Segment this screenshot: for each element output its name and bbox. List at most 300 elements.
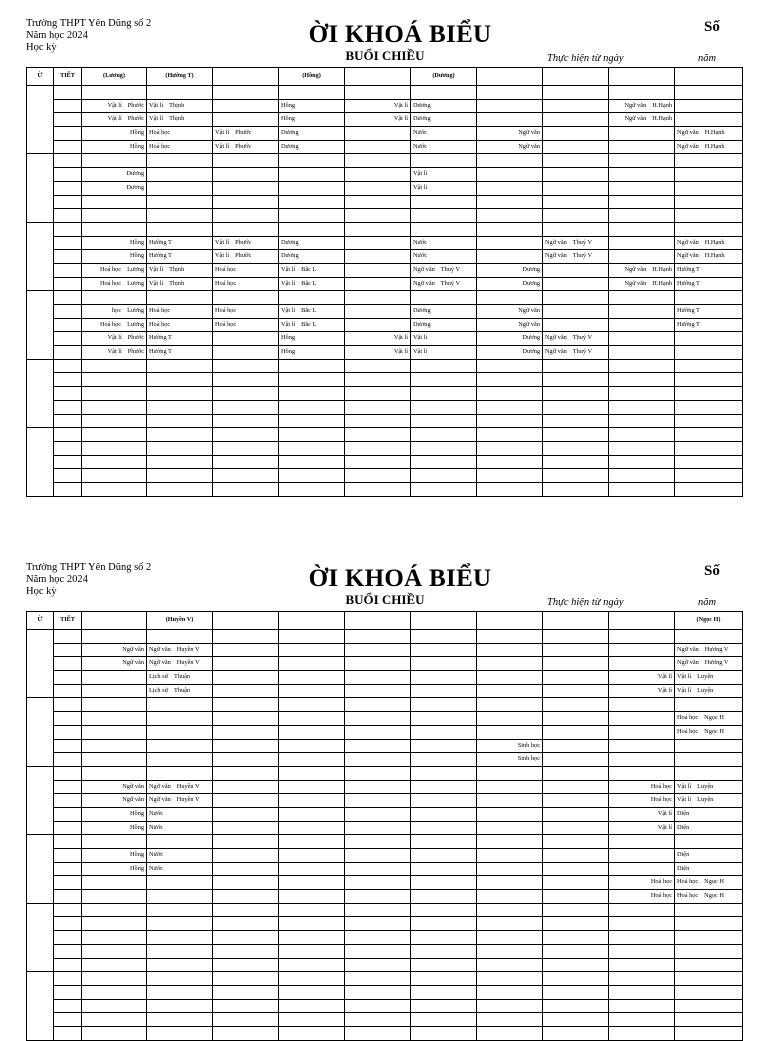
period-cell <box>54 890 82 904</box>
schedule-cell <box>345 821 411 835</box>
schedule-cell <box>147 725 213 739</box>
period-cell <box>54 305 82 319</box>
schedule-cell <box>609 643 675 657</box>
schedule-cell <box>345 209 411 223</box>
schedule-cell <box>213 127 279 141</box>
schedule-cell: Hồng <box>279 99 345 113</box>
schedule-cell <box>82 305 147 319</box>
schedule-cell <box>609 753 675 767</box>
schedule-cell <box>543 99 609 113</box>
schedule-cell <box>543 305 609 319</box>
schedule-cell <box>82 1026 147 1040</box>
table-row <box>27 236 743 250</box>
teacher-text: Thuý V <box>440 279 461 287</box>
schedule-cell <box>411 1013 477 1027</box>
schedule-cell <box>279 455 345 469</box>
period-cell <box>54 441 82 455</box>
table-row <box>27 414 743 428</box>
teacher-text: H.Hạnh <box>652 266 672 274</box>
schedule-cell <box>675 712 743 726</box>
header-row <box>27 612 743 630</box>
schedule-cell <box>609 972 675 986</box>
subject-text: Vật lí <box>677 673 692 681</box>
schedule-cell <box>411 753 477 767</box>
teacher-text: Luyện <box>697 796 714 804</box>
teacher-text: Huyền V <box>176 659 200 667</box>
schedule-cell <box>675 359 743 373</box>
schedule-cell: Ngữ văn <box>477 318 543 332</box>
schedule-cell <box>543 849 609 863</box>
day-cell <box>27 835 54 903</box>
schedule-cell: Nước <box>411 236 477 250</box>
schedule-cell <box>609 346 675 360</box>
schedule-cell <box>213 684 279 698</box>
table-row <box>27 958 743 972</box>
table-row <box>27 999 743 1013</box>
schedule-cell <box>609 236 675 250</box>
number-label: Số <box>704 19 720 35</box>
schedule-cell <box>147 99 213 113</box>
schedule-cell <box>477 684 543 698</box>
schedule-cell <box>147 890 213 904</box>
schedule-cell <box>147 181 213 195</box>
schedule-cell <box>411 903 477 917</box>
schedule-cell <box>279 154 345 168</box>
schedule-cell <box>675 753 743 767</box>
period-cell <box>54 876 82 890</box>
teacher-text: Luyện <box>697 782 714 790</box>
table-row <box>27 373 743 387</box>
teacher-text: Ngọc H <box>704 714 724 722</box>
table-row <box>27 739 743 753</box>
schedule-cell <box>345 400 411 414</box>
schedule-cell <box>279 387 345 401</box>
period-cell <box>54 821 82 835</box>
schedule-cell <box>609 903 675 917</box>
schedule-cell: Sinh học <box>477 753 543 767</box>
schedule-cell <box>411 972 477 986</box>
schedule-cell <box>82 698 147 712</box>
schedule-cell <box>345 387 411 401</box>
day-cell <box>27 428 54 496</box>
schedule-cell <box>411 373 477 387</box>
schedule-cell <box>345 671 411 685</box>
schedule-cell <box>147 154 213 168</box>
schedule-cell: Hường T <box>675 263 743 277</box>
teacher-text: Ngọc H <box>704 892 724 900</box>
schedule-cell <box>675 985 743 999</box>
teacher-text: Phước <box>235 129 252 137</box>
schedule-cell <box>213 181 279 195</box>
schedule-cell <box>82 931 147 945</box>
schedule-cell <box>147 1013 213 1027</box>
schedule-cell: Nước <box>411 250 477 264</box>
period-header: TIẾT <box>54 68 82 86</box>
schedule-cell <box>609 99 675 113</box>
schedule-cell <box>279 359 345 373</box>
schedule-cell <box>609 154 675 168</box>
schedule-cell: Dương <box>477 277 543 291</box>
subject-text: Ngữ văn <box>677 659 699 667</box>
school-name: Trường THPT Yên Dũng số 2 <box>26 18 152 29</box>
school-year: Năm học 2024 <box>26 574 88 585</box>
subject-text: Vật lí <box>149 279 164 287</box>
teacher-text: Bắc L <box>301 266 317 274</box>
table-row <box>27 684 743 698</box>
schedule-cell <box>411 86 477 100</box>
schedule-cell: Dương <box>411 113 477 127</box>
teacher-text: Thuận <box>173 686 191 694</box>
schedule-cell <box>345 359 411 373</box>
schedule-cell <box>345 318 411 332</box>
schedule-cell <box>345 766 411 780</box>
schedule-cell <box>279 222 345 236</box>
period-cell <box>54 113 82 127</box>
schedule-cell <box>82 414 147 428</box>
schedule-cell: Dương <box>279 236 345 250</box>
schedule-cell <box>477 999 543 1013</box>
schedule-cell <box>147 400 213 414</box>
schedule-cell <box>279 263 345 277</box>
table-row <box>27 168 743 182</box>
schedule-cell <box>477 862 543 876</box>
schedule-cell <box>411 985 477 999</box>
schedule-cell <box>675 931 743 945</box>
table-row <box>27 657 743 671</box>
schedule-cell <box>82 999 147 1013</box>
schedule-cell <box>609 127 675 141</box>
schedule-cell <box>213 972 279 986</box>
schedule-cell <box>543 766 609 780</box>
teacher-text: H.Hạnh <box>704 129 725 137</box>
schedule-cell <box>543 387 609 401</box>
schedule-cell <box>477 657 543 671</box>
schedule-cell: Dương <box>477 263 543 277</box>
schedule-cell <box>675 222 743 236</box>
schedule-cell <box>609 209 675 223</box>
period-cell <box>54 630 82 644</box>
page-subtitle: BUỔI CHIỀU <box>345 592 425 607</box>
schedule-cell: Dương <box>477 346 543 360</box>
period-cell <box>54 753 82 767</box>
period-cell <box>54 944 82 958</box>
schedule-cell <box>82 725 147 739</box>
schedule-cell <box>411 657 477 671</box>
schedule-cell <box>675 291 743 305</box>
schedule-cell <box>279 862 345 876</box>
schedule-cell <box>411 698 477 712</box>
schedule-cell <box>345 469 411 483</box>
schedule-cell: Hồng <box>82 236 147 250</box>
schedule-cell <box>477 780 543 794</box>
schedule-cell <box>213 643 279 657</box>
schedule-cell <box>675 469 743 483</box>
schedule-cell <box>147 222 213 236</box>
schedule-cell <box>213 414 279 428</box>
schedule-cell <box>279 753 345 767</box>
table-row <box>27 698 743 712</box>
schedule-cell <box>279 671 345 685</box>
schedule-cell <box>213 86 279 100</box>
subject-text: Hoá học <box>99 266 122 274</box>
year-label: năm <box>698 597 717 608</box>
schedule-cell <box>213 482 279 496</box>
schedule-cell: Vật lí <box>609 807 675 821</box>
schedule-cell <box>213 821 279 835</box>
schedule-cell <box>147 113 213 127</box>
schedule-cell <box>213 725 279 739</box>
schedule-cell <box>543 195 609 209</box>
schedule-cell <box>345 890 411 904</box>
schedule-cell <box>543 482 609 496</box>
schedule-cell: Hoá học <box>213 305 279 319</box>
table-row <box>27 862 743 876</box>
schedule-cell <box>609 455 675 469</box>
schedule-cell: Dương <box>279 140 345 154</box>
schedule-cell <box>82 890 147 904</box>
schedule-cell <box>279 903 345 917</box>
period-cell <box>54 862 82 876</box>
schedule-cell <box>82 291 147 305</box>
schedule-cell <box>411 291 477 305</box>
schedule-cell <box>213 876 279 890</box>
table-row <box>27 359 743 373</box>
schedule-cell <box>543 140 609 154</box>
schedule-cell <box>213 958 279 972</box>
schedule-cell <box>82 903 147 917</box>
schedule-cell <box>543 127 609 141</box>
teacher-text: Lương <box>127 307 144 315</box>
schedule-cell <box>675 140 743 154</box>
schedule-cell <box>609 195 675 209</box>
schedule-cell <box>609 441 675 455</box>
schedule-cell <box>675 428 743 442</box>
schedule-cell <box>82 86 147 100</box>
schedule-cell: Vật lí <box>609 684 675 698</box>
schedule-cell <box>543 428 609 442</box>
table-row <box>27 917 743 931</box>
table-row <box>27 794 743 808</box>
class-header <box>609 612 675 630</box>
subject-text: Ngữ văn <box>545 334 567 342</box>
teacher-text: Bắc L <box>301 320 317 328</box>
schedule-cell <box>213 890 279 904</box>
schedule-cell <box>477 972 543 986</box>
schedule-cell <box>345 1026 411 1040</box>
schedule-cell <box>213 671 279 685</box>
teacher-text: Thuý V <box>572 348 593 356</box>
schedule-cell <box>82 630 147 644</box>
schedule-cell: Dương <box>411 318 477 332</box>
schedule-cell <box>675 441 743 455</box>
class-header <box>477 68 543 86</box>
schedule-cell <box>82 209 147 223</box>
schedule-cell <box>609 168 675 182</box>
period-cell <box>54 999 82 1013</box>
schedule-cell <box>609 766 675 780</box>
period-cell <box>54 195 82 209</box>
schedule-cell <box>279 209 345 223</box>
schedule-cell <box>82 972 147 986</box>
schedule-cell <box>411 684 477 698</box>
period-cell <box>54 428 82 442</box>
schedule-cell <box>147 931 213 945</box>
schedule-cell: Hoá học <box>147 318 213 332</box>
schedule-cell <box>675 780 743 794</box>
table-row <box>27 630 743 644</box>
period-cell <box>54 931 82 945</box>
table-row <box>27 671 743 685</box>
schedule-cell <box>147 794 213 808</box>
schedule-cell <box>213 766 279 780</box>
schedule-cell <box>675 671 743 685</box>
schedule-cell <box>279 277 345 291</box>
schedule-cell <box>345 985 411 999</box>
subject-text: Ngữ văn <box>149 782 171 790</box>
period-cell <box>54 482 82 496</box>
schedule-cell <box>279 630 345 644</box>
schedule-cell <box>609 181 675 195</box>
schedule-cell <box>279 890 345 904</box>
timetable-grid <box>26 611 743 1041</box>
table-row <box>27 346 743 360</box>
schedule-cell: Ngữ văn <box>82 780 147 794</box>
table-row <box>27 821 743 835</box>
schedule-cell <box>543 903 609 917</box>
schedule-cell <box>147 944 213 958</box>
period-header: TIẾT <box>54 612 82 630</box>
day-cell <box>27 630 54 698</box>
schedule-cell <box>213 1013 279 1027</box>
day-header: Ừ <box>27 612 54 630</box>
schedule-cell <box>279 643 345 657</box>
schedule-cell <box>345 643 411 657</box>
schedule-cell <box>477 400 543 414</box>
schedule-cell <box>675 400 743 414</box>
schedule-cell <box>675 835 743 849</box>
schedule-cell <box>279 414 345 428</box>
period-cell <box>54 835 82 849</box>
schedule-cell <box>609 250 675 264</box>
schedule-cell: Hoá học <box>609 890 675 904</box>
schedule-cell <box>345 291 411 305</box>
schedule-cell <box>345 154 411 168</box>
period-cell <box>54 250 82 264</box>
teacher-text: Luyện <box>697 673 714 681</box>
schedule-cell <box>147 972 213 986</box>
schedule-cell <box>477 917 543 931</box>
subject-text: Ngữ văn <box>149 659 171 667</box>
schedule-cell <box>543 263 609 277</box>
schedule-cell <box>279 1026 345 1040</box>
class-header: (Huyền V) <box>147 612 213 630</box>
number-label: Số <box>704 563 720 579</box>
schedule-cell <box>675 999 743 1013</box>
schedule-cell: Nước <box>147 849 213 863</box>
schedule-cell <box>345 127 411 141</box>
schedule-cell <box>147 684 213 698</box>
period-cell <box>54 318 82 332</box>
schedule-cell <box>279 400 345 414</box>
schedule-cell <box>675 86 743 100</box>
schedule-cell: Diện <box>675 807 743 821</box>
schedule-cell <box>279 684 345 698</box>
period-cell <box>54 849 82 863</box>
teacher-text: Huyền V <box>176 645 200 653</box>
schedule-cell: Hồng <box>82 250 147 264</box>
schedule-cell <box>609 999 675 1013</box>
schedule-cell <box>213 387 279 401</box>
subject-text: Ngữ văn <box>149 796 171 804</box>
period-cell <box>54 684 82 698</box>
page-title: ỜI KHOÁ BIỂU <box>308 21 492 48</box>
schedule-cell <box>345 657 411 671</box>
schedule-cell <box>213 835 279 849</box>
schedule-cell <box>279 985 345 999</box>
period-cell <box>54 725 82 739</box>
schedule-cell <box>279 835 345 849</box>
schedule-cell <box>213 168 279 182</box>
schedule-cell: Ngữ văn <box>82 657 147 671</box>
schedule-cell <box>147 291 213 305</box>
schedule-cell <box>411 195 477 209</box>
schedule-cell <box>147 698 213 712</box>
schedule-cell <box>411 671 477 685</box>
table-row <box>27 1013 743 1027</box>
schedule-cell <box>477 168 543 182</box>
schedule-cell <box>675 739 743 753</box>
schedule-cell: Vật lí <box>411 181 477 195</box>
schedule-cell <box>411 876 477 890</box>
period-cell <box>54 643 82 657</box>
period-cell <box>54 712 82 726</box>
schedule-cell <box>675 99 743 113</box>
schedule-cell <box>675 154 743 168</box>
class-header: (Ngọc H) <box>675 612 743 630</box>
period-cell <box>54 154 82 168</box>
schedule-cell <box>477 209 543 223</box>
schedule-cell <box>147 168 213 182</box>
schedule-cell <box>609 140 675 154</box>
period-cell <box>54 222 82 236</box>
period-cell <box>54 263 82 277</box>
header-row <box>27 68 743 86</box>
schedule-cell <box>675 698 743 712</box>
table-row <box>27 903 743 917</box>
schedule-cell: Diện <box>675 821 743 835</box>
schedule-cell <box>609 469 675 483</box>
schedule-cell <box>477 291 543 305</box>
schedule-cell <box>411 780 477 794</box>
schedule-cell <box>477 482 543 496</box>
table-row <box>27 154 743 168</box>
schedule-cell <box>279 428 345 442</box>
schedule-cell <box>543 441 609 455</box>
schedule-cell <box>411 931 477 945</box>
schedule-cell: Hồng <box>82 127 147 141</box>
schedule-cell <box>543 277 609 291</box>
schedule-cell <box>345 263 411 277</box>
schedule-cell <box>411 958 477 972</box>
school-name: Trường THPT Yên Dũng số 2 <box>26 562 152 573</box>
schedule-cell <box>82 359 147 373</box>
schedule-cell <box>213 455 279 469</box>
schedule-cell: Nước <box>411 127 477 141</box>
schedule-cell: Vật lí <box>609 671 675 685</box>
schedule-cell <box>543 1026 609 1040</box>
subject-text: Hoá học <box>677 892 699 900</box>
schedule-cell <box>213 944 279 958</box>
